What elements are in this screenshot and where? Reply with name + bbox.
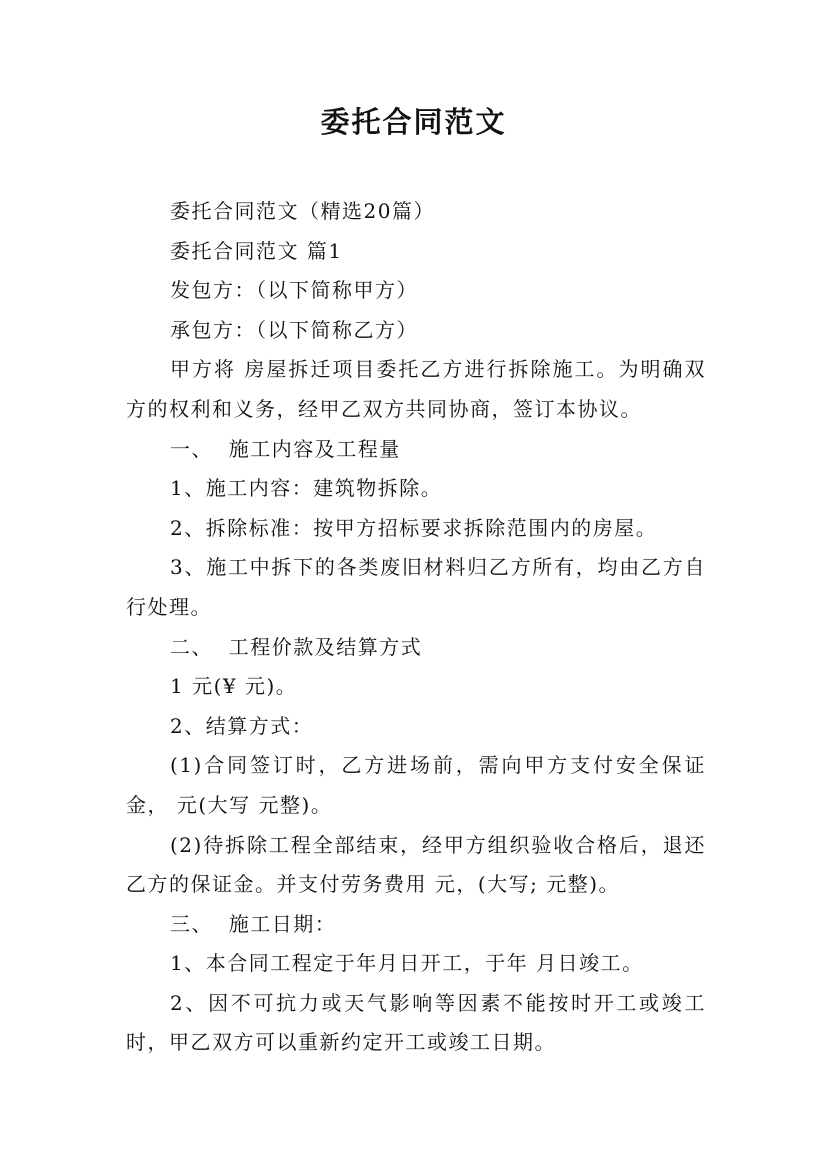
section-heading-1: 一、 施工内容及工程量	[170, 436, 401, 461]
paragraph-1: 委托合同范文（精选20篇）	[170, 199, 435, 223]
paragraph-13: (1)合同签订时，乙方进场前，需向甲方支付安全保证金， 元(大写 元整)。	[126, 753, 706, 817]
paragraph-4: 承包方：（以下简称乙方）	[170, 317, 418, 342]
paragraph-14: (2)待拆除工程全部结束，经甲方组织验收合格后，退还乙方的保证金。并支付劳务费用 元，(大写; 元整)。	[126, 832, 706, 897]
paragraph-16: 1、本合同工程定于年月日开工，于年 月日竣工。	[170, 951, 644, 976]
document-title: 委托合同范文	[320, 105, 507, 139]
document-body	[126, 192, 706, 1063]
paragraph-3: 发包方：（以下简称甲方）	[170, 278, 418, 303]
section-heading-3: 三、 施工日期：	[170, 911, 337, 936]
paragraph-17: 2、因不可抗力或天气影响等因素不能按时开工或竣工时，甲乙双方可以重新约定开工或竣工日期。	[126, 990, 706, 1055]
paragraph-9: 3、施工中拆下的各类废旧材料归乙方所有，均由乙方自行处理。	[126, 555, 706, 619]
paragraph-7: 1、施工内容：建筑物拆除。	[170, 476, 443, 501]
paragraph-12: 2、结算方式：	[170, 713, 314, 738]
paragraph-11: 1 元(¥ 元)。	[170, 674, 298, 699]
paragraph-5: 甲方将 房屋拆迁项目委托乙方进行拆除施工。为明确双方的权利和义务，经甲乙双方共同协商，签订本协议。	[126, 357, 706, 421]
section-heading-2: 二、 工程价款及结算方式	[170, 634, 423, 659]
paragraph-2: 委托合同范文 篇1	[170, 238, 343, 263]
paragraph-8: 2、拆除标准：按甲方招标要求拆除范围内的房屋。	[170, 515, 658, 540]
